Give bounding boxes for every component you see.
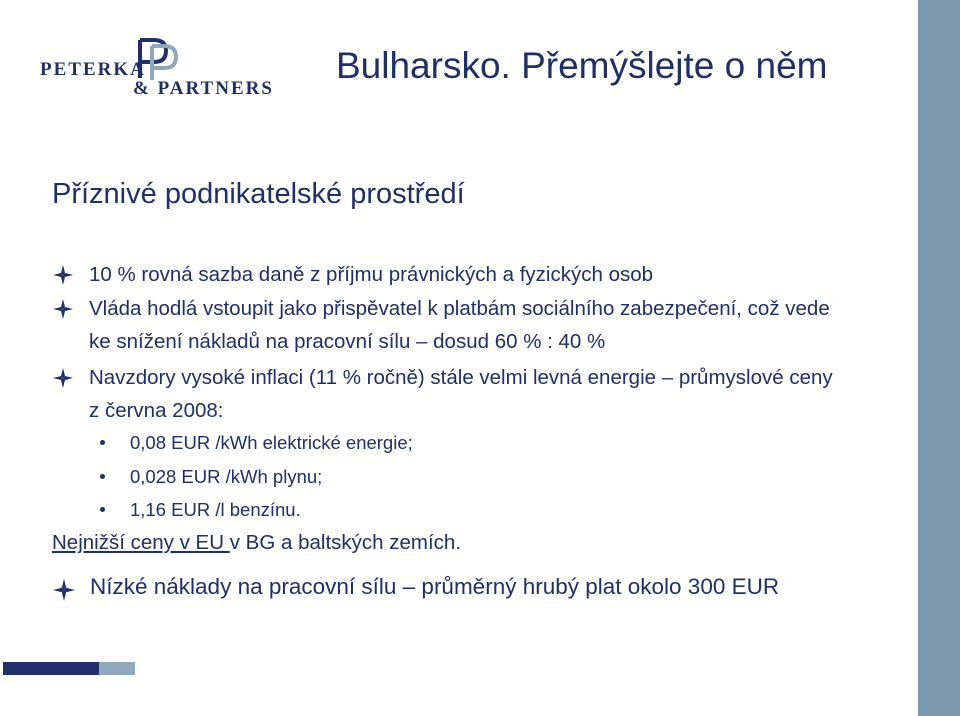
bullet-item-energy bbox=[53, 361, 833, 427]
sub-bullet-text: 0,08 EUR /kWh elektrické energie; bbox=[130, 432, 413, 453]
eu-prices-line bbox=[52, 531, 461, 555]
dot-bullet-icon bbox=[100, 507, 105, 512]
bullet-text: 10 % rovná sazba daně z příjmu právnických a fyzických osob bbox=[89, 263, 654, 286]
company-logo bbox=[40, 38, 272, 100]
eu-prices-rest: v BG a baltských zemích. bbox=[229, 531, 462, 554]
logo-partners-text: & PARTNERS bbox=[133, 78, 274, 99]
slide-title: Bulharsko. Přemýšlejte o něm bbox=[336, 45, 828, 86]
sub-bullet-petrol bbox=[100, 495, 301, 525]
right-side-bar bbox=[918, 0, 960, 716]
eu-prices-underlined: Nejnižší ceny v EU bbox=[52, 531, 230, 554]
sub-bullet-electricity bbox=[100, 428, 413, 458]
bullet-item-tax bbox=[53, 258, 833, 291]
sub-bullet-text: 0,028 EUR /kWh plynu; bbox=[130, 466, 323, 487]
footer-decoration-dark bbox=[3, 662, 99, 675]
bullet-text: Nízké náklady na pracovní sílu – průměrný hrubý plat okolo 300 EUR bbox=[90, 574, 780, 599]
diamond-bullet-icon bbox=[53, 579, 75, 601]
sub-bullet-gas bbox=[100, 462, 322, 492]
diamond-bullet-icon bbox=[53, 368, 73, 388]
section-heading: Příznivé podnikatelské prostředí bbox=[52, 178, 465, 210]
dot-bullet-icon bbox=[100, 440, 105, 445]
sub-bullet-text: 1,16 EUR /l benzínu. bbox=[130, 499, 301, 520]
dot-bullet-icon bbox=[100, 474, 105, 479]
diamond-bullet-icon bbox=[53, 265, 73, 285]
logo-peterka-text: PETERKA bbox=[40, 59, 146, 80]
bullet-text: Navzdory vysoké inflaci (11 % ročně) stále velmi levná energie – průmyslové ceny z června 2008: bbox=[89, 366, 833, 422]
diamond-bullet-icon bbox=[53, 299, 73, 319]
bullet-item-labour-cost bbox=[53, 574, 779, 600]
bullet-text: Vláda hodlá vstoupit jako přispěvatel k platbám sociálního zabezpečení, což vede ke snížení nákladů na pracovní sílu – dosud 60 % : 40 % bbox=[89, 297, 830, 353]
footer-decoration-light bbox=[99, 662, 135, 675]
bullet-item-social bbox=[53, 292, 833, 358]
